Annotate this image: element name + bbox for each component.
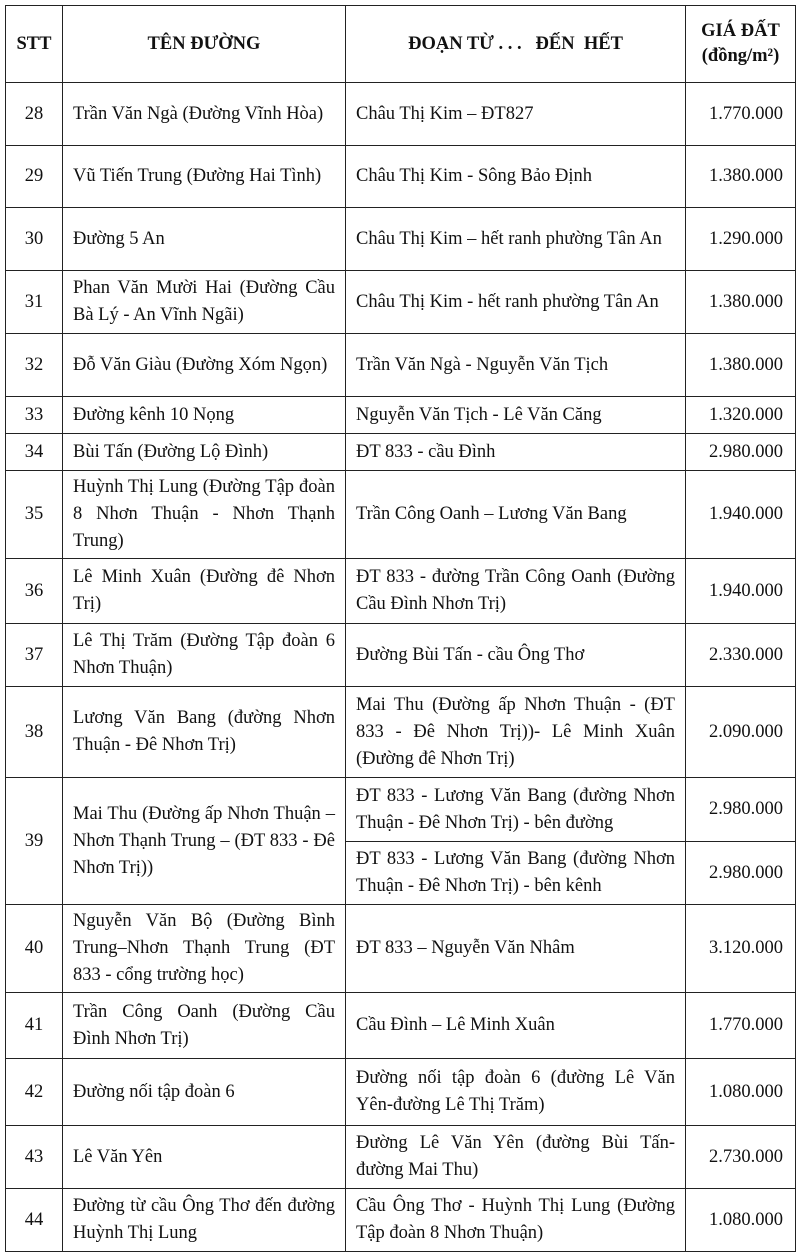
- cell-street-name: Vũ Tiến Trung (Đường Hai Tình): [63, 146, 346, 208]
- header-price-line1: GIÁ ĐẤT: [701, 21, 780, 41]
- cell-stt: 33: [6, 397, 63, 434]
- cell-street-name: Mai Thu (Đường ấp Nhơn Thuận – Nhơn Thạnh Trung – (ĐT 833 - Đê Nhơn Trị)): [63, 778, 346, 905]
- cell-segment: Cầu Ông Thơ - Huỳnh Thị Lung (Đường Tập đoàn 8 Nhơn Thuận): [346, 1189, 686, 1252]
- cell-street-name: Phan Văn Mười Hai (Đường Cầu Bà Lý - An Vĩnh Ngãi): [63, 271, 346, 334]
- cell-street-name: Trần Công Oanh (Đường Cầu Đình Nhơn Trị): [63, 993, 346, 1059]
- table-row: [6, 778, 796, 842]
- cell-segment: ĐT 833 - cầu Đình: [346, 434, 686, 471]
- cell-stt: 39: [6, 778, 63, 905]
- cell-segment: Châu Thị Kim - hết ranh phường Tân An: [346, 271, 686, 334]
- cell-stt: 29: [6, 146, 63, 208]
- cell-street-name: Lê Thị Trăm (Đường Tập đoàn 6 Nhơn Thuận): [63, 624, 346, 687]
- cell-segment: Trần Công Oanh – Lương Văn Bang: [346, 471, 686, 559]
- cell-segment: ĐT 833 – Nguyễn Văn Nhâm: [346, 905, 686, 993]
- cell-price: 2.730.000: [686, 1126, 796, 1189]
- table-row: [6, 687, 796, 778]
- cell-street-name: Lê Văn Yên: [63, 1126, 346, 1189]
- table-row: [6, 1189, 796, 1252]
- cell-price: 2.980.000: [686, 778, 796, 842]
- land-price-table: [5, 5, 796, 1252]
- table-row: [6, 559, 796, 624]
- cell-price: 1.940.000: [686, 559, 796, 624]
- cell-price: 1.380.000: [686, 146, 796, 208]
- cell-stt: 40: [6, 905, 63, 993]
- cell-segment: Nguyễn Văn Tịch - Lê Văn Căng: [346, 397, 686, 434]
- table-row: [6, 397, 796, 434]
- cell-price: 3.120.000: [686, 905, 796, 993]
- cell-stt: 44: [6, 1189, 63, 1252]
- cell-segment: Trần Văn Ngà - Nguyễn Văn Tịch: [346, 334, 686, 397]
- header-stt: STT: [6, 6, 63, 83]
- cell-street-name: Bùi Tấn (Đường Lộ Đình): [63, 434, 346, 471]
- table-row: [6, 83, 796, 146]
- cell-street-name: Đường kênh 10 Nọng: [63, 397, 346, 434]
- cell-price: 1.940.000: [686, 471, 796, 559]
- cell-stt: 28: [6, 83, 63, 146]
- header-price-line2: (đồng/m²): [701, 46, 780, 66]
- cell-segment: Châu Thị Kim - Sông Bảo Định: [346, 146, 686, 208]
- table-row: [6, 434, 796, 471]
- cell-price: 1.770.000: [686, 83, 796, 146]
- cell-stt: 32: [6, 334, 63, 397]
- cell-price: 1.290.000: [686, 208, 796, 271]
- cell-stt: 38: [6, 687, 63, 778]
- cell-price: 1.380.000: [686, 271, 796, 334]
- table-row: [6, 146, 796, 208]
- cell-price: 1.080.000: [686, 1059, 796, 1126]
- cell-price: 1.320.000: [686, 397, 796, 434]
- cell-price: 2.090.000: [686, 687, 796, 778]
- cell-street-name: Đường từ cầu Ông Thơ đến đường Huỳnh Thị Lung: [63, 1189, 346, 1252]
- cell-price: 1.080.000: [686, 1189, 796, 1252]
- cell-stt: 31: [6, 271, 63, 334]
- cell-stt: 37: [6, 624, 63, 687]
- cell-segment: Đường Bùi Tấn - cầu Ông Thơ: [346, 624, 686, 687]
- cell-street-name: Trần Văn Ngà (Đường Vĩnh Hòa): [63, 83, 346, 146]
- cell-price: 1.380.000: [686, 334, 796, 397]
- cell-stt: 34: [6, 434, 63, 471]
- cell-street-name: Đỗ Văn Giàu (Đường Xóm Ngọn): [63, 334, 346, 397]
- header-row: [6, 6, 796, 83]
- table-row: [6, 624, 796, 687]
- cell-street-name: Nguyễn Văn Bộ (Đường Bình Trung–Nhơn Thạnh Trung (ĐT 833 - cổng trường học): [63, 905, 346, 993]
- cell-segment: ĐT 833 - Lương Văn Bang (đường Nhơn Thuận - Đê Nhơn Trị) - bên kênh: [346, 842, 686, 905]
- cell-street-name: Lê Minh Xuân (Đường đê Nhơn Trị): [63, 559, 346, 624]
- cell-segment: Cầu Đình – Lê Minh Xuân: [346, 993, 686, 1059]
- cell-stt: 43: [6, 1126, 63, 1189]
- cell-segment: ĐT 833 - Lương Văn Bang (đường Nhơn Thuận - Đê Nhơn Trị) - bên đường: [346, 778, 686, 842]
- cell-stt: 35: [6, 471, 63, 559]
- cell-stt: 41: [6, 993, 63, 1059]
- cell-street-name: Đường 5 An: [63, 208, 346, 271]
- cell-price: 1.770.000: [686, 993, 796, 1059]
- table-row: [6, 993, 796, 1059]
- table-row: [6, 471, 796, 559]
- table-row: [6, 271, 796, 334]
- header-segment: ĐOẠN TỪ . . . ĐẾN HẾT: [346, 6, 686, 83]
- cell-segment: Châu Thị Kim – hết ranh phường Tân An: [346, 208, 686, 271]
- cell-segment: Đường nối tập đoàn 6 (đường Lê Văn Yên-đường Lê Thị Trăm): [346, 1059, 686, 1126]
- table-row: [6, 905, 796, 993]
- table-row: [6, 1126, 796, 1189]
- cell-stt: 30: [6, 208, 63, 271]
- header-price: [686, 6, 796, 83]
- table-row: [6, 208, 796, 271]
- cell-stt: 42: [6, 1059, 63, 1126]
- cell-segment: Đường Lê Văn Yên (đường Bùi Tấn-đường Mai Thu): [346, 1126, 686, 1189]
- cell-street-name: Đường nối tập đoàn 6: [63, 1059, 346, 1126]
- cell-segment: Châu Thị Kim – ĐT827: [346, 83, 686, 146]
- header-street-name: TÊN ĐƯỜNG: [63, 6, 346, 83]
- cell-street-name: Huỳnh Thị Lung (Đường Tập đoàn 8 Nhơn Thuận - Nhơn Thạnh Trung): [63, 471, 346, 559]
- cell-segment: ĐT 833 - đường Trần Công Oanh (Đường Cầu Đình Nhơn Trị): [346, 559, 686, 624]
- cell-price: 2.330.000: [686, 624, 796, 687]
- cell-price: 2.980.000: [686, 842, 796, 905]
- cell-segment: Mai Thu (Đường ấp Nhơn Thuận - (ĐT 833 - Đê Nhơn Trị))- Lê Minh Xuân (Đường đê Nhơn Trị): [346, 687, 686, 778]
- table-row: [6, 334, 796, 397]
- table-row: [6, 1059, 796, 1126]
- cell-street-name: Lương Văn Bang (đường Nhơn Thuận - Đê Nhơn Trị): [63, 687, 346, 778]
- cell-stt: 36: [6, 559, 63, 624]
- cell-price: 2.980.000: [686, 434, 796, 471]
